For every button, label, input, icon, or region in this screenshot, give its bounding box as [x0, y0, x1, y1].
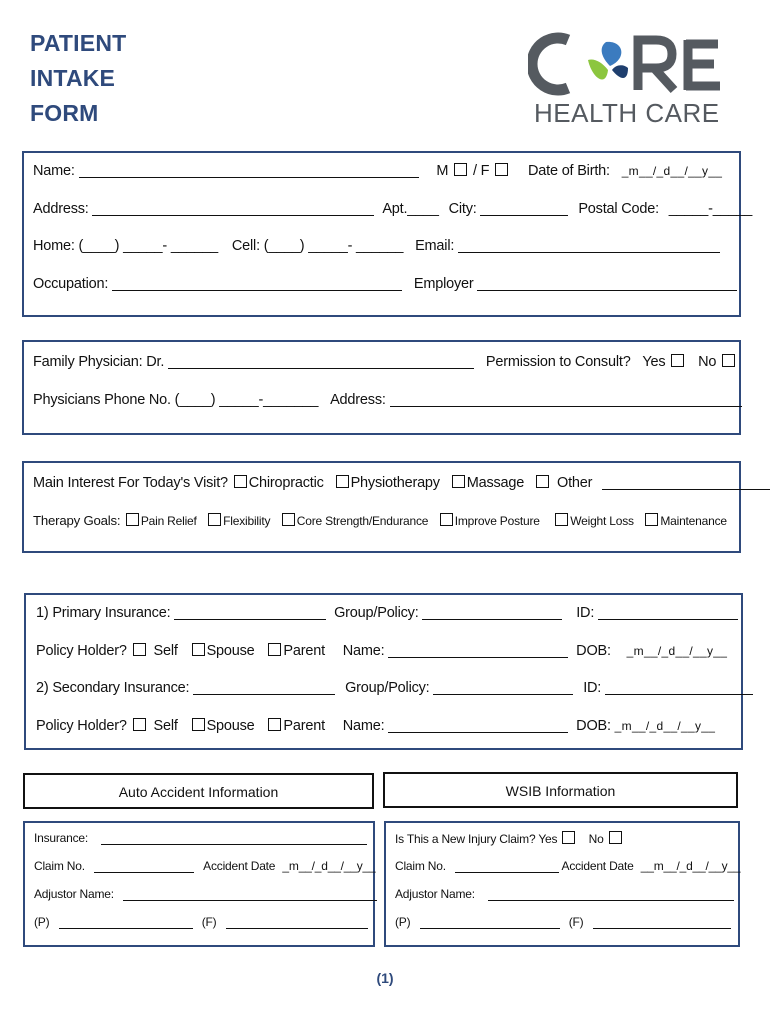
core-health-care-logo — [528, 30, 728, 126]
permission-yes-checkbox[interactable] — [671, 354, 684, 367]
female-label: F — [480, 163, 490, 179]
dob-field[interactable]: _m__/_d__/__y__ — [621, 164, 723, 178]
address-field[interactable] — [92, 201, 374, 216]
wsib-header — [383, 772, 738, 808]
occupation-field[interactable] — [112, 276, 402, 291]
wsib-phone-field[interactable] — [420, 917, 560, 929]
female-checkbox[interactable] — [495, 163, 508, 176]
name-label: Name: — [33, 163, 75, 179]
wsib-new-claim-row — [395, 831, 624, 846]
gender-slash: / — [472, 163, 477, 179]
home-phone-field[interactable]: Home: (____) _____- ______ — [33, 238, 219, 254]
auto-accident-title: Auto Accident Information — [118, 784, 279, 800]
wsib-no-checkbox[interactable] — [609, 831, 622, 844]
auto-fax-label: (F) — [201, 915, 217, 929]
secondary-holder-name-field[interactable] — [388, 718, 568, 733]
permission-label: Permission to Consult? — [485, 354, 631, 370]
permission-yes-label: Yes — [642, 354, 666, 370]
policy-holder-label: Policy Holder? — [36, 643, 127, 659]
secondary-group-field[interactable] — [433, 680, 573, 695]
auto-fax-field[interactable] — [226, 917, 368, 929]
occupation-label: Occupation: — [33, 276, 109, 292]
male-label: M — [436, 163, 449, 179]
secondary-parent-checkbox[interactable] — [268, 718, 281, 731]
title-line: PATIENT — [30, 30, 127, 56]
auto-accident-date-field[interactable]: _m__/_d__/__y__ — [282, 859, 376, 873]
secondary-id-label: ID: — [583, 680, 602, 696]
title-line: INTAKE — [30, 65, 116, 91]
physician-phone-field[interactable]: Physicians Phone No. (____) _____-_______ — [33, 392, 319, 408]
secondary-holder-name-label: Name: — [342, 718, 385, 734]
other-field[interactable] — [602, 475, 770, 490]
logo-subtitle: HEALTH CARE — [534, 98, 720, 126]
spouse-label: Spouse — [206, 643, 255, 659]
permission-no-checkbox[interactable] — [722, 354, 735, 367]
other-label: Other — [556, 475, 593, 491]
maintenance-checkbox[interactable] — [645, 513, 658, 526]
weight-loss-label: Weight Loss — [570, 514, 634, 528]
family-physician-label: Family Physician: Dr. — [33, 354, 165, 370]
flexibility-checkbox[interactable] — [208, 513, 221, 526]
flexibility-label: Flexibility — [223, 514, 271, 528]
primary-dob-field[interactable]: _m__/_d__/__y__ — [626, 644, 728, 658]
name-row — [33, 163, 722, 179]
spouse-label: Spouse — [206, 718, 255, 734]
parent-label: Parent — [283, 718, 325, 734]
postal-code-field[interactable]: _____-_____ — [668, 201, 753, 217]
auto-adjustor-row — [34, 887, 377, 901]
self-label: Self — [153, 718, 178, 734]
primary-insurance-field[interactable] — [174, 605, 326, 620]
primary-dob-label: DOB: — [576, 643, 611, 659]
massage-checkbox[interactable] — [452, 475, 465, 488]
primary-spouse-checkbox[interactable] — [192, 643, 205, 656]
maintenance-label: Maintenance — [660, 514, 727, 528]
page-number: (1) — [376, 970, 394, 986]
wsib-contact-row — [395, 915, 731, 929]
wsib-claim-field[interactable] — [455, 861, 559, 873]
secondary-insurance-row — [36, 680, 753, 696]
title-line: FORM — [30, 100, 99, 126]
primary-id-field[interactable] — [598, 605, 738, 620]
primary-insurance-row — [36, 605, 738, 621]
city-field[interactable] — [480, 201, 568, 216]
address-row — [33, 201, 752, 217]
secondary-self-checkbox[interactable] — [133, 718, 146, 731]
primary-parent-checkbox[interactable] — [268, 643, 281, 656]
visit-interest-label: Main Interest For Today's Visit? — [33, 475, 228, 491]
secondary-spouse-checkbox[interactable] — [192, 718, 205, 731]
wsib-accident-date-field[interactable]: __m__/_d__/__y__ — [640, 859, 741, 873]
physician-phone-row — [33, 392, 742, 408]
address-label: Address: — [33, 201, 89, 217]
phone-row — [33, 238, 720, 254]
auto-phone-field[interactable] — [59, 917, 193, 929]
email-label: Email: — [415, 238, 455, 254]
improve-posture-checkbox[interactable] — [440, 513, 453, 526]
wsib-claim-row — [395, 859, 740, 873]
auto-accident-date-label: Accident Date — [203, 859, 276, 873]
primary-id-label: ID: — [576, 605, 595, 621]
auto-insurance-field[interactable] — [101, 833, 367, 845]
secondary-group-label: Group/Policy: — [345, 680, 430, 696]
primary-insurance-label: 1) Primary Insurance: — [36, 605, 171, 621]
form-title — [30, 26, 126, 131]
weight-loss-checkbox[interactable] — [555, 513, 568, 526]
secondary-id-field[interactable] — [605, 680, 753, 695]
core-strength-checkbox[interactable] — [282, 513, 295, 526]
wsib-adjustor-field[interactable] — [488, 889, 734, 901]
auto-claim-label: Claim No. — [34, 859, 85, 873]
employer-label: Employer — [413, 276, 474, 292]
male-checkbox[interactable] — [454, 163, 467, 176]
secondary-insurance-label: 2) Secondary Insurance: — [36, 680, 190, 696]
primary-holder-name-field[interactable] — [388, 643, 568, 658]
pain-relief-checkbox[interactable] — [126, 513, 139, 526]
pain-relief-label: Pain Relief — [140, 514, 197, 528]
chiropractic-checkbox[interactable] — [234, 475, 247, 488]
auto-adjustor-label: Adjustor Name: — [34, 887, 114, 901]
massage-label: Massage — [466, 475, 525, 491]
employer-field[interactable] — [477, 276, 737, 291]
wsib-new-claim-label: Is This a New Injury Claim? Yes — [395, 832, 558, 846]
visit-interest-row — [33, 475, 770, 491]
family-physician-row — [33, 354, 737, 370]
secondary-insurance-field[interactable] — [193, 680, 335, 695]
primary-group-field[interactable] — [422, 605, 562, 620]
city-label: City: — [448, 201, 477, 217]
apt-label[interactable]: Apt.____ — [382, 201, 439, 217]
auto-insurance-row — [34, 831, 367, 845]
wsib-fax-field[interactable] — [593, 917, 731, 929]
permission-no-label: No — [698, 354, 717, 370]
wsib-accident-date-label: Accident Date — [561, 859, 634, 873]
auto-claim-row — [34, 859, 376, 873]
wsib-phone-label: (P) — [395, 915, 411, 929]
auto-phone-label: (P) — [34, 915, 50, 929]
secondary-holder-row — [36, 718, 715, 734]
wsib-yes-checkbox[interactable] — [562, 831, 575, 844]
primary-holder-name-label: Name: — [342, 643, 385, 659]
physician-address-label: Address: — [330, 392, 386, 408]
auto-insurance-label: Insurance: — [34, 831, 89, 845]
primary-self-checkbox[interactable] — [133, 643, 146, 656]
secondary-dob-field[interactable]: _m__/_d__/__y__ — [614, 719, 716, 733]
wsib-fax-label: (F) — [568, 915, 584, 929]
name-field[interactable] — [79, 163, 419, 178]
auto-accident-header — [23, 773, 374, 809]
email-field[interactable] — [458, 238, 720, 253]
wsib-claim-label: Claim No. — [395, 859, 446, 873]
auto-claim-field[interactable] — [94, 861, 194, 873]
therapy-goals-row — [33, 513, 727, 528]
primary-group-label: Group/Policy: — [334, 605, 419, 621]
other-checkbox[interactable] — [536, 475, 549, 488]
improve-posture-label: Improve Posture — [454, 514, 540, 528]
wsib-adjustor-label: Adjustor Name: — [395, 887, 475, 901]
parent-label: Parent — [283, 643, 325, 659]
postal-code-label: Postal Code: — [578, 201, 659, 217]
secondary-dob-label: DOB: — [576, 718, 611, 734]
auto-contact-row — [34, 915, 368, 929]
wsib-no-label: No — [588, 832, 604, 846]
dob-label: Date of Birth: — [528, 163, 610, 179]
policy-holder-label: Policy Holder? — [36, 718, 127, 734]
family-physician-field[interactable] — [168, 354, 474, 369]
physiotherapy-checkbox[interactable] — [336, 475, 349, 488]
auto-adjustor-field[interactable] — [123, 889, 377, 901]
physician-address-field[interactable] — [390, 392, 742, 407]
self-label: Self — [153, 643, 178, 659]
wsib-adjustor-row — [395, 887, 734, 901]
physiotherapy-label: Physiotherapy — [350, 475, 440, 491]
wsib-title: WSIB Information — [505, 783, 616, 799]
cell-phone-field[interactable]: Cell: (____) _____- ______ — [231, 238, 404, 254]
primary-holder-row — [36, 643, 727, 659]
chiropractic-label: Chiropractic — [248, 475, 324, 491]
occupation-row — [33, 276, 737, 292]
therapy-goals-label: Therapy Goals: — [33, 513, 121, 528]
core-strength-label: Core Strength/Endurance — [296, 514, 429, 528]
